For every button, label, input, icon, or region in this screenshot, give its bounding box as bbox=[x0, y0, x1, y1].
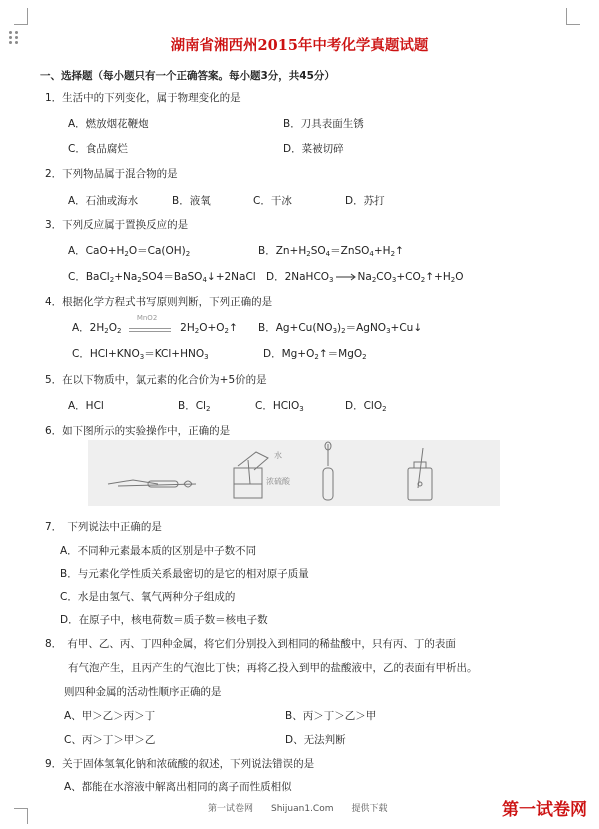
q8-option-b: B、丙＞丁＞乙＞甲 bbox=[285, 710, 377, 722]
q3-option-a: A．CaO+H2O＝Ca(OH)2 bbox=[68, 245, 191, 258]
question-7: 7． 下列说法中正确的是 bbox=[45, 521, 162, 533]
q2-option-b: B．液氧 bbox=[172, 195, 211, 207]
q3-option-c: C．BaCl2+Na2SO4＝BaSO4↓+2NaCl bbox=[68, 271, 256, 284]
q1-option-b: B．刀具表面生锈 bbox=[283, 118, 364, 130]
q8-option-d: D、无法判断 bbox=[285, 734, 346, 746]
crop-mark-tr-v bbox=[566, 8, 567, 25]
question-5: 5．在以下物质中，氯元素的化合价为+5价的是 bbox=[45, 374, 267, 386]
question-8: 8． 有甲、乙、丙、丁四种金属，将它们分别投入到相同的稀盐酸中，只有丙、丁的表面 bbox=[45, 638, 456, 650]
q1-option-d: D．菜被切碎 bbox=[283, 143, 344, 155]
q2-option-c: C．干冰 bbox=[253, 195, 292, 207]
q1-option-c: C．食品腐烂 bbox=[68, 143, 128, 155]
apparatus-d bbox=[408, 448, 432, 500]
q7-option-c: C．水是由氢气、氧气两种分子组成的 bbox=[60, 591, 236, 603]
q5-option-a: A．HCl bbox=[68, 400, 104, 412]
q1-option-a: A．燃放烟花鞭炮 bbox=[68, 118, 149, 130]
figure-label-water: 水 bbox=[274, 451, 282, 460]
q2-option-d: D．苏打 bbox=[345, 195, 385, 207]
crop-mark-bl-h bbox=[14, 808, 28, 809]
q4-option-c: C．HCl+KNO3＝KCl+HNO3 bbox=[72, 348, 209, 361]
q4-option-b: B．Ag+Cu(NO3)2＝AgNO3+Cu↓ bbox=[258, 322, 423, 335]
q5-option-c: C．HClO3 bbox=[255, 400, 304, 413]
crop-mark-tr-h bbox=[566, 24, 580, 25]
question-8-line-3: 则四种金属的活动性顺序正确的是 bbox=[64, 686, 222, 698]
crop-mark-bl-v bbox=[27, 808, 28, 824]
q4-option-d: D．Mg+O2↑＝MgO2 bbox=[263, 348, 367, 361]
figure-label-acid: 浓硫酸 bbox=[266, 477, 290, 486]
question-4: 4．根据化学方程式书写原则判断，下列正确的是 bbox=[45, 296, 273, 308]
question-3: 3．下列反应属于置换反应的是 bbox=[45, 219, 189, 231]
footer-credit: 第一试卷网 Shijuan1.Com 提供下载 bbox=[208, 804, 388, 814]
q5-option-d: D．ClO2 bbox=[345, 400, 387, 413]
q3-option-b: B．Zn+H2SO4＝ZnSO4+H2↑ bbox=[258, 245, 404, 258]
q7-option-b: B．与元素化学性质关系最密切的是它的相对原子质量 bbox=[60, 568, 309, 580]
apparatus-a bbox=[108, 480, 196, 487]
q8-option-a: A、甲＞乙＞丙＞丁 bbox=[64, 710, 156, 722]
section-heading: 一、选择题（每小题只有一个正确答案。每小题3分，共45分） bbox=[40, 70, 335, 82]
lab-operations-figure bbox=[88, 440, 500, 506]
crop-mark-tl-h bbox=[14, 24, 28, 25]
question-1: 1．生活中的下列变化，属于物理变化的是 bbox=[45, 92, 241, 104]
catalyst-arrow: MnO2 bbox=[129, 322, 173, 334]
q7-option-d: D．在原子中，核电荷数＝质子数＝核电子数 bbox=[60, 614, 268, 626]
q5-option-b: B．Cl2 bbox=[178, 400, 211, 413]
question-2: 2．下列物品属于混合物的是 bbox=[45, 168, 178, 180]
question-9: 9．关于固体氢氧化钠和浓硫酸的叙述，下列说法错误的是 bbox=[45, 758, 315, 770]
question-8-line-2: 有气泡产生，且丙产生的气泡比丁快；再将乙投入到甲的盐酸液中，乙的表面有甲析出。 bbox=[68, 662, 478, 674]
site-logo[interactable]: 第一试卷网 bbox=[502, 800, 587, 820]
page-title: 湖南省湘西州2015年中考化学真题试题 bbox=[170, 37, 429, 54]
q8-option-c: C、丙＞丁＞甲＞乙 bbox=[64, 734, 156, 746]
lab-apparatus-illustration bbox=[88, 440, 500, 506]
q7-option-a: A．不同种元素最本质的区别是中子数不同 bbox=[60, 545, 257, 557]
q2-option-a: A．石油或海水 bbox=[68, 195, 139, 207]
crop-mark-tl-v bbox=[27, 8, 28, 25]
q4-option-a: A．2H2O2 MnO2 2H2O+O2↑ bbox=[72, 314, 238, 335]
question-6: 6．如下图所示的实验操作中，正确的是 bbox=[45, 425, 231, 437]
reaction-arrow-icon bbox=[335, 273, 357, 281]
q9-option-a: A、都能在水溶液中解离出相同的离子而性质相似 bbox=[64, 781, 292, 793]
apparatus-c bbox=[323, 442, 333, 500]
apparatus-b bbox=[234, 452, 268, 498]
q3-option-d: D．2NaHCO3 Na2CO3+CO2↑+H2O bbox=[266, 271, 464, 284]
